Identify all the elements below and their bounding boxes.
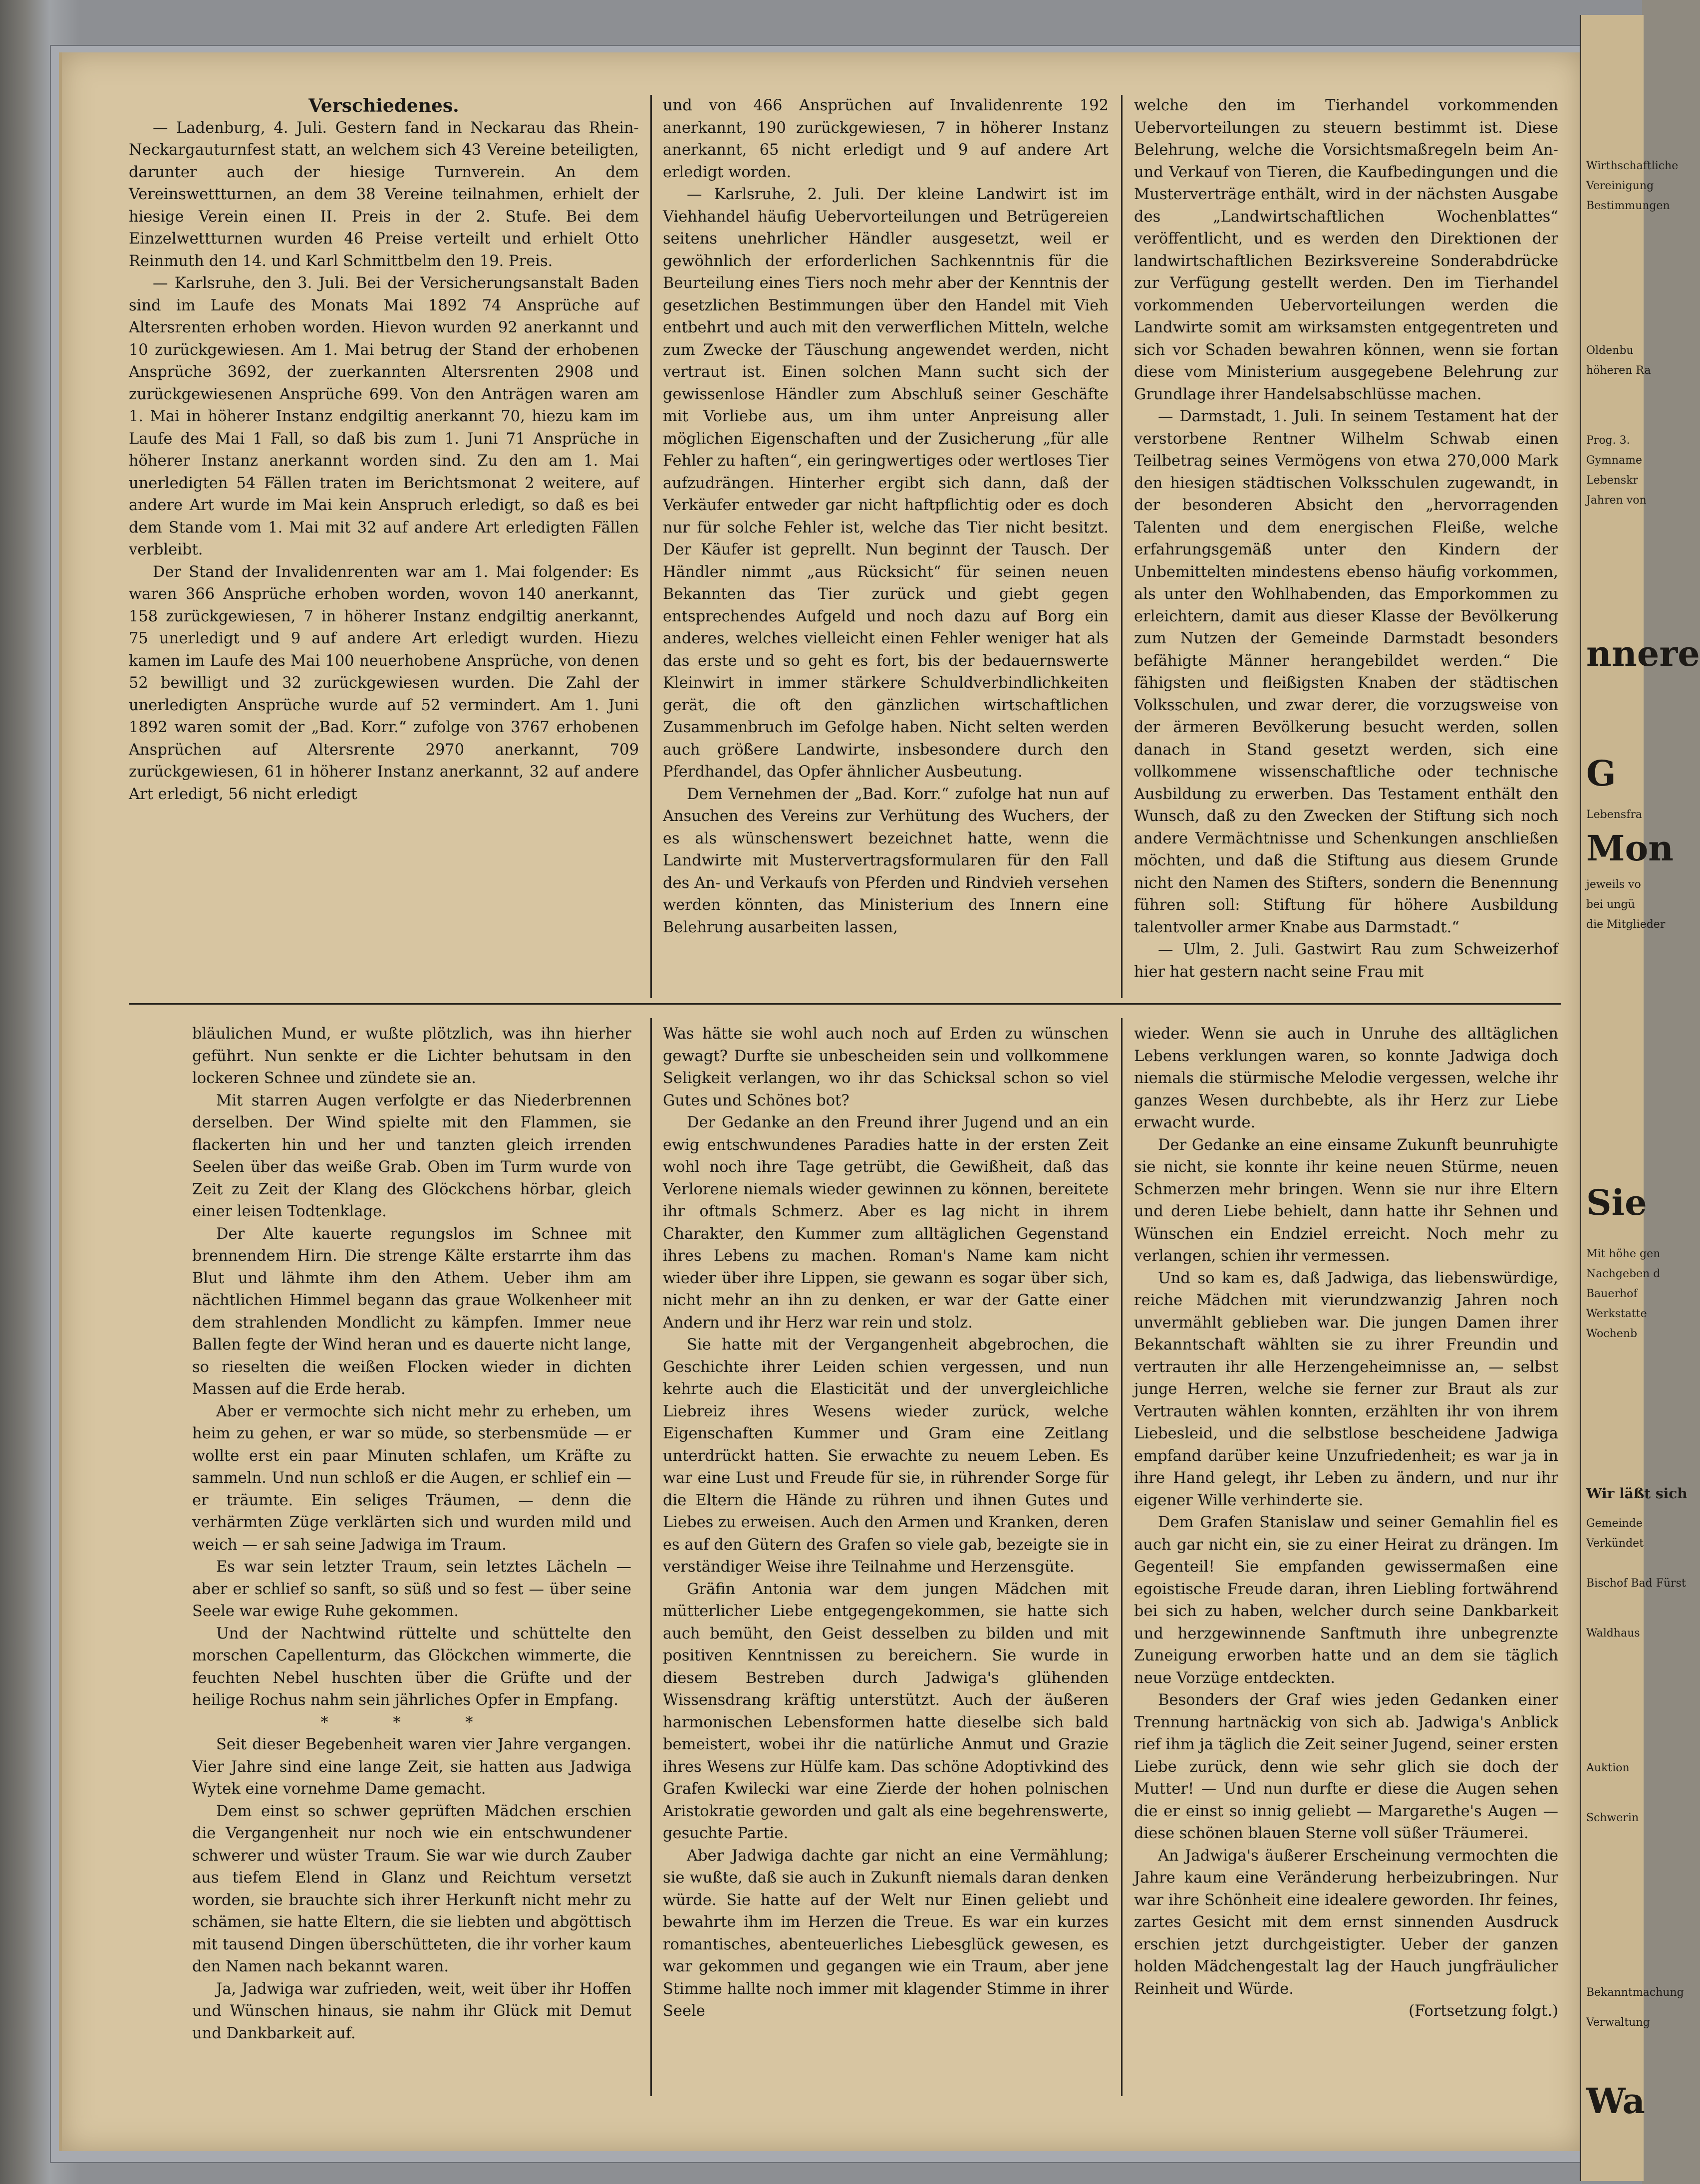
strip-fragment: bei ungü	[1586, 898, 1635, 911]
strip-fragment: Auktion	[1586, 1762, 1630, 1774]
strip-headline: Wa	[1586, 2080, 1645, 2122]
strip-headline: Sie	[1586, 1182, 1647, 1223]
strip-fragment: Waldhaus	[1586, 1627, 1640, 1639]
strip-fragment: Bestimmungen	[1586, 200, 1670, 212]
strip-fragment: Oldenbu	[1586, 344, 1634, 357]
story-paragraph: Der Gedanke an den Freund ihrer Jugend und an ein ewig entschwundenes Paradies hatte in der ersten Zeit wohl noch ihre Tage getrübt, die Gewißheit, daß das Verlorene niemals wieder gewinnen zu können, bereitete ihr oftmals Schmerz. Aber es lag nicht in ihrem Charakter, den Kummer zum alltäglichen Gegenstand ihres Lebens zu machen. Roman's Name kam nicht wieder über ihre Lippen, sie gewann es sogar über sich, nicht mehr an ihn zu denken, er war der Gatte einer Andern und ihr Herz war rein und stolz.	[663, 1114, 1109, 1332]
bottom-column-3	[1134, 1023, 1558, 2071]
story-paragraph: Mit starren Augen verfolgte er das Niederbrennen derselben. Der Wind spielte mit den Flammen, sie flackerten hin und her und tanzten gleich irrenden Seelen über das weiße Grab. Oben im Turm wurde von Zeit zu Zeit der Klang des Glöckchens hörbar, gleich einer leisen Todtenklage.	[192, 1092, 631, 1220]
story-paragraph: Sie hatte mit der Vergangenheit abgebrochen, die Geschichte ihrer Leiden schien vergessen, und nun kehrte auch die Elasticität und der unvergleichliche Liebreiz ihres Wesens wieder zurück, welche Eigenschaften Kummer und Gram eine Zeitlang unterdrückt hatten. Sie erwachte zu neuem Leben. Es war eine Lust und Freude für sie, in rührender Sorge für die Eltern die Hände zu rühren und ihnen Gutes und Liebes zu erweisen. Auch den Armen und Kranken, deren es auf den Gütern des Grafen so viele gab, bezeigte sie in verständiger Weise ihre Teilnahme und Herzensgüte.	[663, 1336, 1109, 1576]
story-paragraph: Was hätte sie wohl auch noch auf Erden zu wünschen gewagt? Durfte sie unbescheiden sein und vollkommene Seligkeit verlangen, wo ihr das Schicksal schon so viel Gutes und Schönes bot?	[663, 1025, 1109, 1109]
strip-fragment: Jahren von	[1586, 494, 1647, 507]
strip-headline: Mon	[1586, 827, 1674, 869]
top-column-rule-1	[650, 95, 652, 998]
strip-headline: nnere	[1586, 633, 1700, 674]
strip-fragment: Werkstatte	[1586, 1308, 1647, 1320]
strip-fragment: höheren Ra	[1586, 364, 1651, 377]
story-paragraph: Dem Grafen Stanislaw und seiner Gemahlin fiel es auch gar nicht ein, sie zu einer Heirat zu drängen. Im Gegenteil! Sie empfanden gewissermaßen eine egoistische Freude daran, ihren Liebling fortwährend bei sich zu haben, welcher durch seine Dankbarkeit und herzgewinnende Sanftmuth ihre unbegrenzte Zuneigung erworben hatte und an dem sie täglich neue Vorzüge entdeckten.	[1134, 1514, 1558, 1687]
top-column-rule-2	[1121, 95, 1123, 998]
article-darmstadt: — Darmstadt, 1. Juli. In seinem Testament hat der verstorbene Rentner Wilhelm Schwab einen Teilbetrag seines Vermögens von etwa 270,000 Mark den hiesigen städtischen Volksschulen zugewandt, in der besonderen Absicht den „hervorragenden Talenten und dem energischen Fleiße, welche erfahrungsgemäß unter den Kindern der Unbemittelten mindestens ebenso häufig vorkommen, als unter den Wohlhabenden, das Emporkommen zu erleichtern, damit aus dieser Klasse der Bevölkerung zum Nutzen der Gemeinde Darmstadt besonders befähigte Männer herangebildet werden.“ Die fähigsten und fleißigsten Knaben der städtischen Volksschulen, und zwar derer, die vorzugsweise von der ärmeren Bevölkerung besucht werden, sollen danach in Stand gesetzt werden, sich eine vollkommene wissenschaftliche oder technische Ausbildung zu erwerben. Das Testament enthält den Wunsch, daß zu den Zwecken der Stiftung sich noch andere Vermächtnisse und Schenkungen anschließen möchten, und daß die Stiftung aus diesem Grunde nicht den Namen des Stifters, sondern die Benennung führen soll: Stiftung für höhere Ausbildung talentvoller armer Knabe aus Darmstadt.“	[1134, 408, 1558, 936]
section-stars: * * *	[320, 1713, 503, 1731]
bottom-column-rule-1	[650, 1018, 652, 2096]
story-paragraph: Seit dieser Begebenheit waren vier Jahre vergangen. Vier Jahre sind eine lange Zeit, sie hatten aus Jadwiga Wytek eine vornehme Dame gemacht.	[192, 1736, 631, 1798]
strip-fragment: Verkündet	[1586, 1537, 1644, 1550]
story-paragraph: Gräfin Antonia war dem jungen Mädchen mit mütterlicher Liebe entgegengekommen, sie hatte sich auch bemüht, den Geist desselben zu bilden und mit positiven Kenntnissen zu bereichern. Sie wurde in diesem Bestreben durch Jadwiga's glühenden Wissensdrang kräftig unterstützt. Auch der äußeren harmonischen Lebensformen hatte dieselbe sich bald bemeistert, wobei ihr die natürliche Anmut und Grazie ihres Wesens zur Hülfe kam. Das schöne Adoptivkind des Grafen Kwilecki war eine Zierde der hohen polnischen Aristokratie geworden und galt als eine begehrenswerte, gesuchte Partie.	[663, 1580, 1109, 1842]
story-paragraph: Der Alte kauerte regungslos im Schnee mit brennendem Hirn. Die strenge Kälte erstarrte ihm das Blut und lähmte ihm den Athem. Ueber ihm am nächtlichen Himmel begann das graue Wolkenheer mit dem strahlenden Mondlicht zu kämpfen. Immer neue Ballen fegte der Wind heran und es dauerte nicht lange, so rieselten die weißen Flocken wieder in dichten Massen auf die Erde herab.	[192, 1225, 631, 1398]
article-invalidenrenten: Der Stand der Invalidenrenten war am 1. Mai folgender: Es waren 366 Ansprüche erhoben worden, wovon 140 anerkannt, 158 zurückgewiesen, 7 in höherer Instanz endgiltig anerkannt, 75 unerledigt und 9 auf andere Art erledigt wurden. Hiezu kamen im Laufe des Mai 100 neuerhobene Ansprüche, von denen 52 bewilligt und 32 zurückgewiesen wurden. Die Zahl der unerledigten Ansprüche wurde auf 52 vermindert. Am 1. Juni 1892 waren somit der „Bad. Korr.“ zufolge von 3767 erhobenen Ansprüchen auf Altersrente 2970 anerkannt, 709 zurückgewiesen, 61 in höherer Instanz anerkannt, 32 auf andere Art erledigt, 56 nicht erledigt	[129, 563, 639, 803]
article-ulm: — Ulm, 2. Juli. Gastwirt Rau zum Schweizerhof hier hat gestern nacht seine Frau mit	[1134, 941, 1558, 981]
strip-fragment: Bauerhof	[1586, 1288, 1638, 1300]
strip-fragment: Gymname	[1586, 454, 1643, 467]
article-ladenburg: — Ladenburg, 4. Juli. Gestern fand in Neckarau das Rhein-Neckargauturnfest statt, an welchem sich 43 Vereine beteiligten, darunter auch der hiesige Turnverein. An dem Vereinswettturnen, an dem 38 Vereine teilnahmen, erhielt der hiesige Verein einen II. Preis in der 2. Stufe. Bei dem Einzelwettturnen wurden 46 Preise verteilt und erhielt Otto Reinmuth den 14. und Karl Schmittbelm den 19. Preis.	[129, 119, 639, 270]
continuation-note: (Fortsetzung folgt.)	[1409, 2002, 1558, 2020]
strip-headline: G	[1586, 753, 1616, 794]
story-paragraph: wieder. Wenn sie auch in Unruhe des alltäglichen Lebens verklungen waren, so konnte Jadwiga doch niemals die stürmische Melodie vergessen, welche ihr ganzes Wesen durchbebte, als ihr Herz zur Liebe erwacht wurde.	[1134, 1025, 1558, 1131]
strip-fragment: Lebenskr	[1586, 474, 1639, 487]
article-karlsruhe-renten: — Karlsruhe, den 3. Juli. Bei der Versicherungsanstalt Baden sind im Laufe des Monats Mai 1892 74 Ansprüche auf Altersrenten erhoben worden. Hievon wurden 92 anerkannt und 10 zurückgewiesen. Am 1. Mai betrug der Stand der erhobenen Ansprüche 3692, der zuerkannten Altersrenten 2908 und zurückgewiesenen Ansprüche 699. Von den Anträgen waren am 1. Mai in höherer Instanz endgiltig anerkannt 70, hiezu kam im Laufe des Mai 1 Fall, so daß bis zum 1. Juni 71 Ansprüche in höherer Instanz anerkannt worden sind. Zu den am 1. Mai unerledigten 54 Fällen traten im Berichtsmonat 2 weitere, auf andere Art wurde im Mai kein Anspruch erledigt, so daß es bei dem Stande vom 1. Mai mit 32 auf andere Art erledigten Fällen verbleibt.	[129, 274, 639, 558]
strip-fragment: Gemeinde	[1586, 1517, 1643, 1530]
bottom-column-1	[192, 1023, 631, 2071]
article-belehrung: welche den im Tierhandel vorkommenden Uebervorteilungen zu steuern bestimmt ist. Diese Belehrung, welche die Vorsichtsmaßregeln beim An- und Verkauf von Tieren, die Kaufbedingungen und die Musterverträge enthält, wird in der nächsten Ausgabe des „Landwirtschaftlichen Wochenblattes“ veröffentlicht, und es werden den Direktionen der landwirtschaftlichen Bezirksvereine Sonderabdrücke zur Verfügung gestellt werden. Den im Tierhandel vorkommenden Uebervorteilungen werden die Landwirte somit am wirksamsten entgegentreten und sich vor Schaden bewahren können, wenn sie fortan diese vom Ministerium ausgegebene Belehrung zur Grundlage ihrer Handelsabschlüsse machen.	[1134, 97, 1558, 403]
strip-fragment: Mit höhe gen	[1586, 1248, 1661, 1260]
bottom-column-rule-2	[1121, 1018, 1123, 2096]
strip-fragment: Bischof Bad Fürst	[1586, 1577, 1686, 1590]
story-paragraph: Dem einst so schwer geprüften Mädchen erschien die Vergangenheit nur noch wie ein entschwundener schwerer und wüster Traum. Sie war wie durch Zauber aus tiefem Elend in Glanz und Reichtum versetzt worden, sie brauchte sich ihrer Herkunft nicht mehr zu schämen, sie hatte Eltern, die sie liebten und abgöttisch mit tausend Dingen überschütteten, die ihr vorher kaum den Namen nach bekannt waren.	[192, 1802, 631, 1975]
story-paragraph: Aber Jadwiga dachte gar nicht an eine Vermählung; sie wußte, daß sie auch in Zukunft niemals daran denken würde. Sie hatte auf der Welt nur Einen geliebt und bewahrte ihm im Herzen die Treue. Es war ein kurzes romantisches, abenteuerliches Liebesglück gewesen, es war gekommen und gegangen wie ein Traum, aber jene Stimme hallte noch immer mit klagender Stimme in ihrer Seele	[663, 1847, 1109, 2020]
strip-fragment: Wochenb	[1586, 1328, 1638, 1340]
story-paragraph: Besonders der Graf wies jeden Gedanken einer Trennung hartnäckig von sich ab. Jadwiga's Anblick rief ihm ja täglich die Zeit seiner Jugend, seiner ersten Liebe zurück, denn wie sehr glich sie doch der Mutter! — Und nun durfte er diese die Augen sehen die er einst so innig geliebt — Margarethe's Augen — diese schönen blauen Sterne voll süßer Träumerei.	[1134, 1691, 1558, 1842]
story-paragraph: Und der Nachtwind rüttelte und schüttelte den morschen Capellenturm, das Glöckchen wimmerte, die feuchten Nebel huschten über die Grüfte und der heilige Rochus nahm sein jährliches Opfer in Empfang.	[192, 1625, 631, 1709]
strip-fragment: Nachgeben d	[1586, 1268, 1661, 1280]
story-paragraph: An Jadwiga's äußerer Erscheinung vermochten die Jahre kaum eine Veränderung herbeizubringen. Nur war ihre Schönheit eine idealere geworden. Ihr feines, zartes Gesicht mit dem ernst sinnenden Ausdruck erschien jetzt durchgeistigter. Ueber der ganzen holden Mädchengestalt lag der Hauch jungfräulicher Reinheit und Würde.	[1134, 1847, 1558, 1998]
strip-fragment: Vereinigung	[1586, 180, 1654, 192]
strip-fragment: jeweils vo	[1586, 878, 1641, 891]
story-paragraph: Und so kam es, daß Jadwiga, das liebenswürdige, reiche Mädchen mit vierundzwanzig Jahren noch unvermählt geblieben war. Die jungen Damen ihrer Bekanntschaft wählten sie zu ihrer Freundin und vertrauten ihr alle Herzengeheimnisse an, — selbst junge Herren, welche sie ferner zur Braut als zur Vertrauten wählen konnten, erzählten ihr von ihrem Liebesleid, und die selbstlose bescheidene Jadwiga empfand darüber keine Unzufriedenheit; es war ja in ihre Hand gelegt, ihr Leben zu ändern, und nur ihr eigener Wille verhinderte sie.	[1134, 1269, 1558, 1509]
top-column-1	[129, 95, 639, 993]
strip-fragment: Verwaltung	[1586, 2016, 1650, 2029]
section-divider	[129, 1003, 1561, 1005]
adjacent-page-strip	[1580, 15, 1700, 2181]
article-karlsruhe-viehhandel: — Karlsruhe, 2. Juli. Der kleine Landwirt ist im Viehhandel häufig Uebervorteilungen und Betrügereien seitens unehrlicher Händler ausgesetzt, weil er gewöhnlich der erforderlichen Sachkenntnis für die Beurteilung eines Tiers noch mehr aber der Kenntnis der gesetzlichen Bestimmungen über den Handel mit Vieh entbehrt und auch mit den verwerflichen Mitteln, welche zum Zwecke der Täuschung angewendet werden, nicht vertraut ist. Einen solchen Mann sucht sich der gewissenlose Händler zum Abschluß seiner Geschäfte mit Vorliebe aus, um ihm unter Anpreisung aller möglichen Eigenschaften und der Zusicherung „für alle Fehler zu haften“, ein geringwertiges oder wertloses Tier aufzudrängen. Hinterher ergibt sich dann, daß der Verkäufer entweder gar nicht haftpflichtig oder es doch nur für solche Fehler ist, welche das Tier nicht besitzt. Der Käufer ist geprellt. Nun beginnt der Tausch. Der Händler nimmt „aus Rücksicht“ für seinen neuen Bekannten das Tier zurück und giebt gegen entsprechendes Aufgeld und noch dazu auf Borg ein anderes, welches vielleicht einen Fehler weniger hat als das erste und so geht es fort, bis der bedauernswerte Kleinwirt in immer stärkere Schuldverbindlichkeiten gerät, die oft den gänzlichen wirtschaftlichen Zusammenbruch im Gefolge haben. Nicht selten werden auch größere Landwirte, insbesondere durch den Pferdhandel, das Opfer ähnlicher Ausbeutung.	[663, 186, 1109, 781]
strip-fragment: Lebensfra	[1586, 809, 1642, 821]
article-continuation: und von 466 Ansprüchen auf Invalidenrente 192 anerkannt, 190 zurückgewiesen, 7 in höherer Instanz anerkannt, 65 nicht erledigt und 9 auf andere Art erledigt worden.	[663, 97, 1109, 181]
top-column-2	[663, 95, 1109, 998]
story-paragraph: bläulichen Mund, er wußte plötzlich, was ihn hierher geführt. Nun senkte er die Lichter behutsam in den lockeren Schnee und zündete sie an.	[192, 1025, 631, 1087]
story-paragraph: Es war sein letzter Traum, sein letztes Lächeln — aber er schlief so sanft, so süß und so fest — über seine Seele war ewige Ruhe gekommen.	[192, 1558, 631, 1620]
article-bad-korr: Dem Vernehmen der „Bad. Korr.“ zufolge hat nun auf Ansuchen des Vereins zur Verhütung des Wuchers, der es als wünschenswert bezeichnet hatte, wenn die Landwirte mit Mustervertragsformularen für den Fall des An- und Verkaufs von Pferden und Rindvieh versehen werden könnten, das Ministerium des Innern eine Belehrung ausarbeiten lassen,	[663, 785, 1109, 936]
strip-fragment: Wirthschaftliche	[1586, 160, 1679, 172]
top-column-3	[1134, 95, 1558, 998]
story-paragraph: Ja, Jadwiga war zufrieden, weit, weit über ihr Hoffen und Wünschen hinaus, sie nahm ihr Glück mit Demut und Dankbarkeit auf.	[192, 1980, 631, 2042]
section-title: Verschiedenes.	[308, 95, 459, 116]
strip-fragment: Prog. 3.	[1586, 434, 1630, 447]
bottom-column-2	[663, 1023, 1109, 2071]
strip-fragment: Bekanntmachung	[1586, 1986, 1684, 1999]
story-paragraph: Der Gedanke an eine einsame Zukunft beunruhigte sie nicht, sie konnte ihr keine neuen Stürme, neuen Schmerzen mehr bringen. Wenn sie nur ihre Eltern und deren Liebe behielt, dann hatte ihr Sehnen und Wünschen ein Endziel erreicht. Noch mehr zu verlangen, schien ihr vermessen.	[1134, 1136, 1558, 1265]
strip-fragment: Wir läßt sich	[1586, 1485, 1688, 1502]
story-paragraph: Aber er vermochte sich nicht mehr zu erheben, um heim zu gehen, er war so müde, so sterbensmüde — er wollte erst ein paar Minuten schlafen, um Kräfte zu sammeln. Und nun schloß er die Augen, er schlief ein — er träumte. Ein seliges Träumen, — denn die verhärmten Züge verklärten sich und wurden mild und weich — er sah seine Jadwiga im Traum.	[192, 1402, 631, 1554]
strip-fragment: die Mitglieder	[1586, 918, 1666, 931]
strip-fragment: Schwerin	[1586, 1812, 1639, 1824]
